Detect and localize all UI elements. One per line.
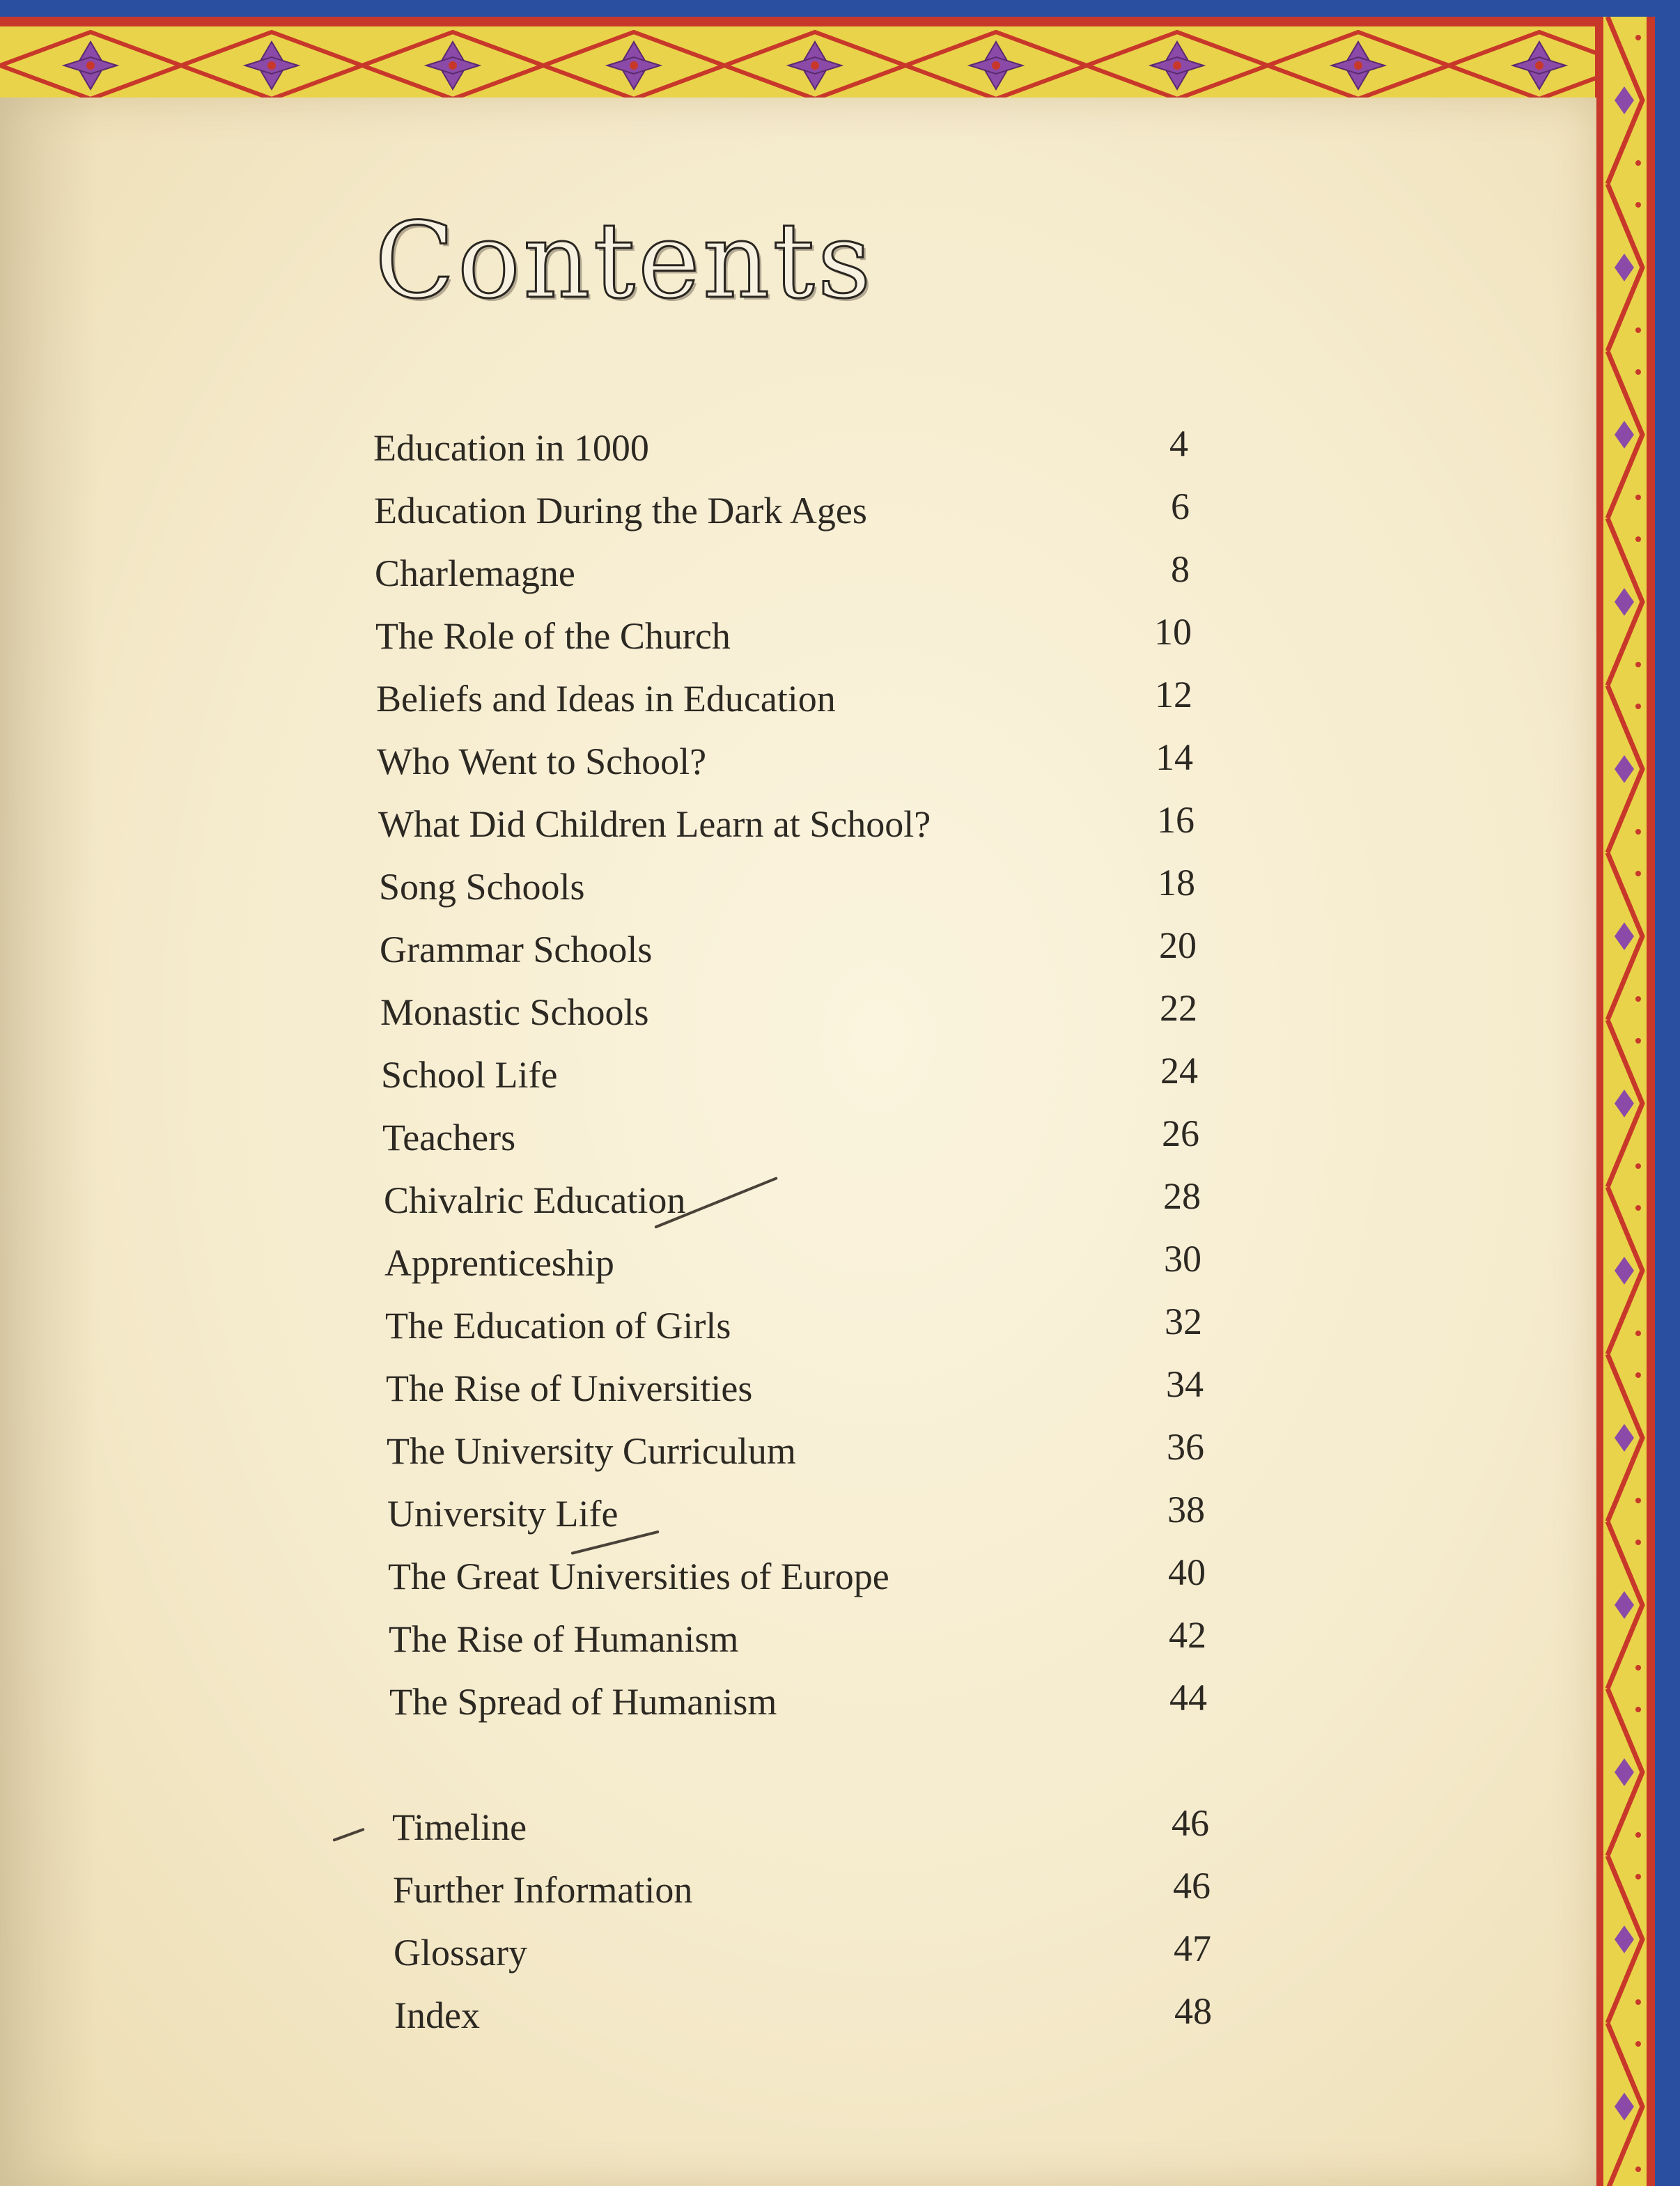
toc-entry[interactable]	[387, 1489, 1205, 1548]
toc-entry-title: The Spread of Humanism	[389, 1681, 777, 1723]
toc-entry-page: 46	[1172, 1802, 1209, 1844]
toc-entry[interactable]	[376, 674, 1192, 733]
toc-entry[interactable]	[375, 548, 1190, 607]
toc-entry[interactable]	[375, 611, 1192, 670]
toc-entry-page: 28	[1163, 1175, 1201, 1217]
toc-entry-title: The Rise of Universities	[386, 1367, 753, 1409]
toc-entry-title: Chivalric Education	[384, 1179, 686, 1221]
toc-entry[interactable]	[384, 1238, 1201, 1297]
toc-entry-title: Song Schools	[379, 866, 585, 908]
toc-entry-page: 48	[1174, 1990, 1212, 2032]
toc-entry-page: 46	[1173, 1865, 1211, 1907]
decorative-right-border	[1595, 17, 1655, 2186]
toc-entry-page: 42	[1169, 1614, 1206, 1656]
toc-entry-page: 8	[1171, 548, 1190, 590]
toc-back-matter-entry[interactable]	[392, 1802, 1209, 1861]
toc-entry-title: Teachers	[382, 1117, 516, 1158]
toc-entry-page: 4	[1169, 423, 1188, 465]
toc-entry[interactable]	[388, 1551, 1206, 1611]
toc-entry-title: Charlemagne	[375, 552, 575, 594]
toc-entry-title: The Great Universities of Europe	[388, 1556, 889, 1597]
toc-entry-page: 30	[1164, 1238, 1201, 1280]
toc-entry[interactable]	[387, 1426, 1204, 1485]
toc-entry[interactable]	[373, 423, 1188, 482]
toc-entry-title: Education in 1000	[373, 427, 649, 469]
toc-entry[interactable]	[384, 1175, 1201, 1234]
toc-entry[interactable]	[389, 1677, 1207, 1736]
toc-entry[interactable]	[385, 1301, 1202, 1360]
toc-entry-page: 36	[1167, 1426, 1204, 1468]
toc-entry[interactable]	[381, 1050, 1198, 1109]
toc-back-matter-entry[interactable]	[393, 1865, 1211, 1924]
toc-entry-title: Who Went to School?	[377, 741, 707, 782]
toc-entry-title: University Life	[387, 1493, 619, 1535]
toc-entry[interactable]	[382, 1113, 1199, 1172]
toc-entry-title: Beliefs and Ideas in Education	[376, 678, 836, 720]
toc-entry[interactable]	[389, 1614, 1206, 1673]
toc-entry-title: Apprenticeship	[384, 1242, 614, 1284]
chevron-pattern-icon	[1603, 17, 1647, 2186]
toc-entry-title: The University Curriculum	[387, 1430, 796, 1472]
toc-entry-page: 26	[1162, 1113, 1199, 1154]
toc-entry-title: The Education of Girls	[385, 1305, 731, 1347]
toc-entry-page: 18	[1158, 862, 1195, 904]
toc-entry-title: Grammar Schools	[380, 929, 653, 970]
toc-entry[interactable]	[379, 862, 1195, 921]
toc-entry-page: 40	[1168, 1551, 1206, 1593]
page-title: Contents	[375, 201, 874, 322]
toc-back-matter-entry[interactable]	[394, 1990, 1212, 2049]
toc-entry-page: 12	[1155, 674, 1192, 715]
toc-entry-page: 44	[1169, 1677, 1207, 1719]
toc-entry-page: 34	[1166, 1363, 1204, 1405]
toc-entry-title: School Life	[381, 1054, 558, 1096]
toc-entry-page: 47	[1174, 1928, 1211, 1969]
toc-entry-title: The Rise of Humanism	[389, 1618, 739, 1660]
toc-entry-page: 14	[1156, 736, 1193, 778]
toc-entry-title: Further Information	[393, 1869, 693, 1911]
toc-entry-title: Education During the Dark Ages	[374, 490, 867, 532]
toc-entry-page: 32	[1165, 1301, 1202, 1342]
toc-entry-page: 38	[1167, 1489, 1205, 1530]
toc-entry-page: 20	[1159, 924, 1197, 966]
toc-entry-title: Monastic Schools	[380, 991, 649, 1033]
toc-entry[interactable]	[377, 736, 1193, 796]
toc-entry-title: Timeline	[392, 1806, 527, 1848]
toc-entry-page: 22	[1160, 987, 1197, 1029]
toc-entry[interactable]	[380, 924, 1197, 984]
toc-back-matter-entry[interactable]	[394, 1928, 1211, 1987]
toc-entry-title: Glossary	[394, 1932, 527, 1974]
toc-entry-page: 16	[1157, 799, 1195, 841]
toc-entry-title: The Role of the Church	[375, 615, 731, 657]
toc-entry-page: 6	[1171, 486, 1190, 527]
toc-entry-page: 24	[1160, 1050, 1198, 1092]
toc-entry-title: What Did Children Learn at School?	[378, 803, 931, 845]
toc-entry-page: 10	[1154, 611, 1192, 653]
toc-entry[interactable]	[378, 799, 1195, 858]
toc-entry[interactable]	[386, 1363, 1204, 1423]
toc-entry[interactable]	[374, 486, 1190, 545]
toc-entry-title: Index	[394, 1994, 480, 2036]
toc-entry[interactable]	[380, 987, 1197, 1046]
